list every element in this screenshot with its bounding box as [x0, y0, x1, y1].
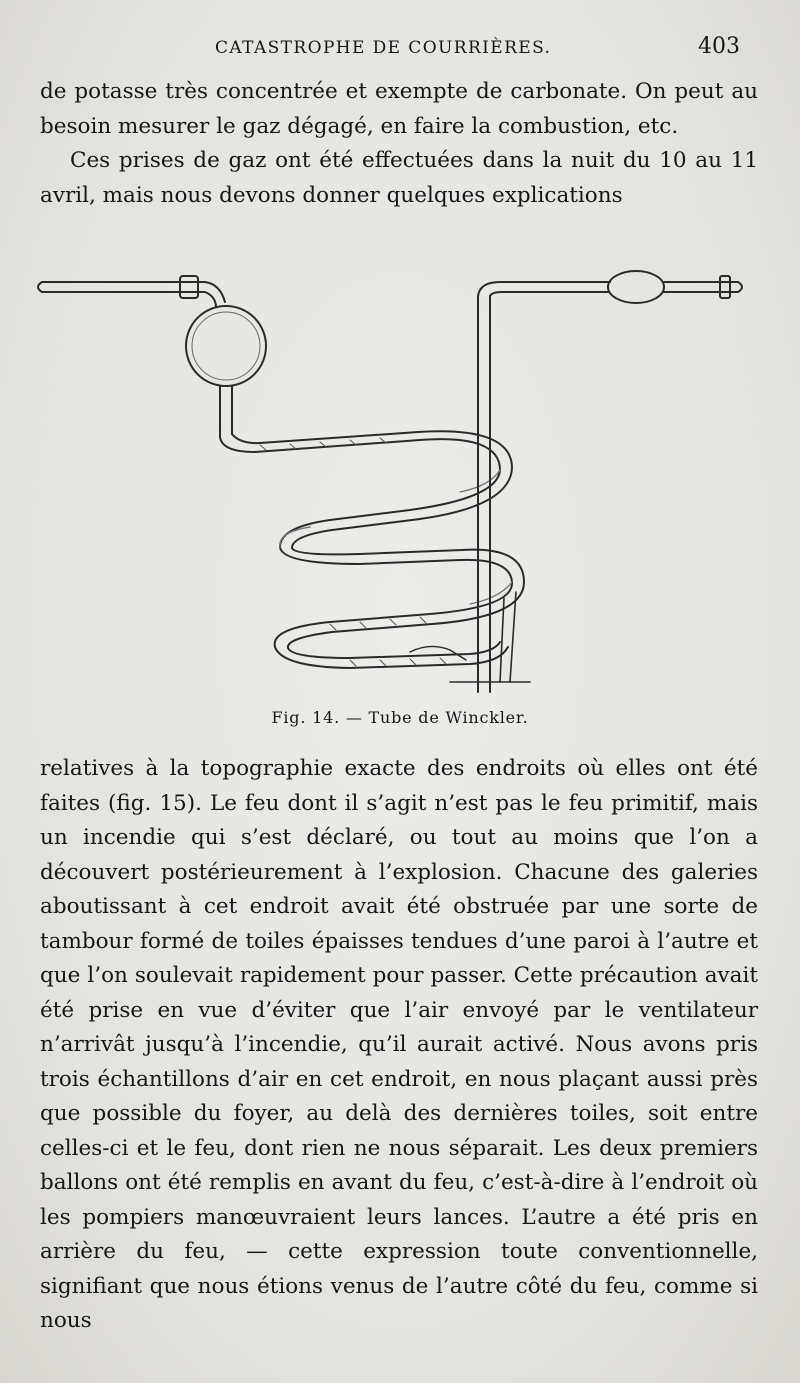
paragraph-topography: relatives à la topographie exacte des endroits où elles ont été faites (fig. 15). Le feu dont il s’agit n’est pas le feu primitif, mais un incendie qui s’est déclaré, ou tout au moins que l’on a découvert postérieurement à l’explosion. Chacune des galeries aboutissant à cet endroit avait été obstruée par une sorte de tambour formé de toiles épaisses tendues d’une paroi à l’autre et que l’on soulevait rapidement pour passer. Cette précaution avait été prise en vue d’éviter que l’air envoyé par le ventilateur n’arrivât jusqu’à l’incendie, qu’il aurait activé. Nous avons pris trois échantillons d’air en cet endroit, en nous plaçant aussi près que possible du foyer, au delà des dernières toiles, soit entre celles-ci et le feu, dont rien ne nous séparait. Les deux premiers ballons ont été remplis en avant du feu, c’est-à-dire à l’endroit où les pompiers manœuvraient leurs lances. L’autre a été pris en arrière du feu, — cette expression toute conventionnelle, signifiant que nous étions venus de l’autre côté du feu, comme si nous [40, 756, 758, 1333]
figure-14 [30, 262, 760, 702]
top-text [40, 75, 758, 213]
bottom-text [40, 752, 758, 1339]
winckler-tube-illustration [30, 262, 760, 702]
figure-caption: Fig. 14. — Tube de Winckler. [271, 708, 529, 727]
paragraph-gas-samples: Ces prises de gaz ont été effectuées dans la nuit du 10 au 11 avril, mais nous devons donner quelques explications [40, 148, 758, 208]
paragraph-continued: de potasse très concentrée et exempte de carbonate. On peut au besoin mesurer le gaz dégagé, en faire la combustion, etc. [40, 79, 758, 139]
running-title: CATASTROPHE DE COURRIÈRES. [215, 38, 552, 58]
page-number: 403 [698, 34, 740, 59]
running-head [40, 36, 740, 64]
